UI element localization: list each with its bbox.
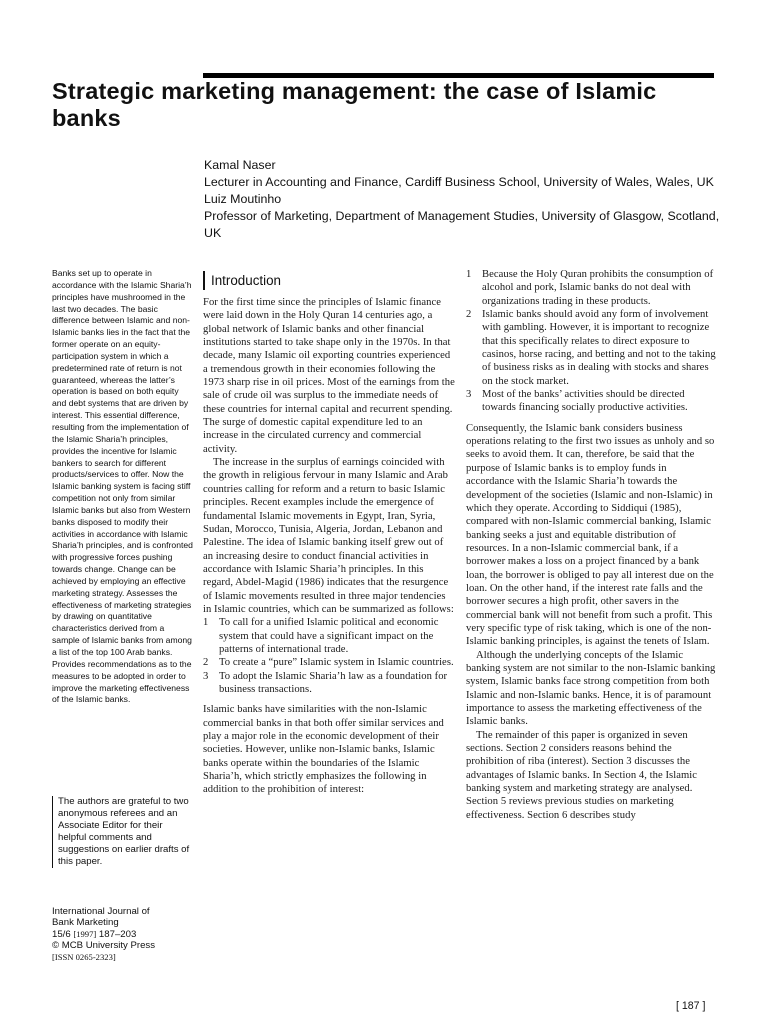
paragraph: Although the underlying concepts of the Islamic banking system are not similar to the non-Islamic banking system, Islamic banks face strong competition from both Islamic and non-Islamic banks. Hence, it is of paramount importance to assess the marketing effectiveness of the Islamic banks. <box>466 649 716 728</box>
list-item: 1 To call for a unified Islamic political and economic system that could have a significant impact on the patterns of international trade. <box>203 617 439 655</box>
author-affiliation: Professor of Marketing, Department of Management Studies, University of Glasgow, Scotland, UK <box>204 209 720 240</box>
author-name: Luiz Moutinho <box>204 192 282 206</box>
list-item: 3 Most of the banks’ activities should be directed towards financing socially productive activities. <box>466 389 688 414</box>
list-item: 1 Because the Holy Quran prohibits the consumption of alcohol and pork, Islamic banks do not deal with organizations trading in these products. <box>466 269 714 307</box>
journal-pages: 187–203 <box>96 928 137 940</box>
journal-issn: [ISSN 0265-2323] <box>52 951 116 962</box>
paragraph: Consequently, the Islamic bank considers business operations relating to the first two issues as unholy and so seeks to avoid them. It can, therefore, be said that the purpose of Islamic banks is to employ funds in accordance with the Islamic Sharia’h towards the development of the societies (Islamic and non-Islamic) in which they operate. According to Siddiqui (1985), compared with non-Islamic commercial banking, Islamic banking seeks a just and equitable distribution of resources. In a non-Islamic commercial bank, if a borrower makes a loss on a project financed by a bank loan, the borrower is obliged to pay all interest due on the loan. On the other hand, if the interest rate falls and the borrower secures a high profit, other savers in the commercial bank will not benefit from such a profit. This very specific type of risk taking, which is one of the non-Islamic banking principles, is against the tenets of Islam. <box>466 422 715 648</box>
page-number: [ 187 ] <box>676 1000 706 1012</box>
author-block <box>204 157 724 242</box>
journal-issue <box>52 929 202 940</box>
abstract-text: Banks set up to operate in accordance with the Islamic Sharia’h principles have mushroomed in the last two decades. The basic difference between Islamic and non-Islamic banks lies in the fact that the former operate on an equity-participation system in which a predetermined rate of return is not guaranteed, whereas the latter’s operation is based on both equity and debt systems that are driven by interest. This essential difference, resulting from the implementation of the Islamic Sharia’h principles, provides the incentive for Islamic bankers to search for different products/services to offer. Now the Islamic banking system is facing stiff competition not only from similar Islamic banks but also from Western banks disposed to modify their activities in accordance with Islamic Sharia’h principles, and is confronted with progressive forces pushing towards change. Change can be achieved by employing an effective marketing strategy. Assesses the effectiveness of marketing strategies by drawing on quantitative characteristics derived from a sample of Islamic banks from among a list of the top 100 Arab banks. Provides recommendations as to the measures to be adopted in order to improve the marketing effectiveness of the Islamic banks. <box>52 268 193 705</box>
acknowledgement-note <box>52 796 193 868</box>
journal-title-line: Bank Marketing <box>52 917 119 929</box>
list-item: 3 To adopt the Islamic Sharia’h law as a foundation for business transactions. <box>203 670 448 695</box>
author-name: Kamal Naser <box>204 158 276 172</box>
author-affiliation: Lecturer in Accounting and Finance, Cardiff Business School, University of Wales, Wales, UK <box>204 175 714 189</box>
journal-citation <box>52 906 202 963</box>
paper-title: Strategic marketing management: the case of Islamic banks <box>52 78 657 131</box>
paragraph: Islamic banks have similarities with the non-Islamic commercial banks in that both offer similar services and play a major role in the economic development of their societies. However, unlike non-Islamic banks, Islamic banks operate within the boundaries of the Islamic Sharia’h, which strictly emphasizes the following in addition to the prohibition of interest: <box>203 704 444 796</box>
journal-year: [1997] <box>73 928 97 939</box>
list-item: 2 To create a “pure” Islamic system in Islamic countries. <box>203 657 454 669</box>
abstract-sidebar <box>52 268 193 706</box>
section-heading-introduction: Introduction <box>203 271 403 290</box>
journal-volume: 15/6 <box>52 928 74 940</box>
body-column-right <box>466 268 716 822</box>
body-column-left <box>203 296 455 797</box>
acknowledgement-text: The authors are grateful to two anonymous referees and an Associate Editor for their helpful comments and suggestions on earlier drafts of this paper. <box>58 796 190 867</box>
paragraph: The increase in the surplus of earnings coincided with the growth in religious fervour in many Islamic and Arab countries calling for reform and a return to basic Islamic principles. Recent examples include the emergence of fundamental Islamic movements in Egypt, Iran, Syria, Sudan, Morocco, Tunisia, Algeria, Jordan, Lebanon and Palestine. The idea of Islamic banking itself grew out of an increasing desire to conduct financial activities in accordance with Islamic Sharia’h principles. In this regard, Abdel-Magid (1986) indicates that the resurgence of Islamic movements resulted in three major tendencies in Islamic countries, which can be summarized as follows: <box>203 457 454 615</box>
list-item: 2 Islamic banks should avoid any form of involvement with gambling. However, it is important to recognize that this specifically relates to direct exposure to casinos, horse racing, and betting and not to the taking of business risks as in dealing with stocks and shares on the stock market. <box>466 309 716 387</box>
journal-title-line: International Journal of <box>52 906 150 917</box>
journal-publisher: © MCB University Press <box>52 940 156 952</box>
paragraph: The remainder of this paper is organized in seven sections. Section 2 considers reasons behind the prohibition of riba (interest). Section 3 discusses the advantages of Islamic banks. In Section 4, the Islamic banking system and marketing strategy are analysed. Section 5 reviews previous studies on marketing effectiveness. Section 6 describes study <box>466 729 697 821</box>
paragraph: For the first time since the principles of Islamic finance were laid down in the Holy Quran 14 centuries ago, a global network of Islamic banks and other financial institutions started to take shape only in the 1970s. In that decade, many Islamic oil exporting countries experienced a tremendous growth in their economies following the 1973 sharp rise in oil prices. Most of the earnings from the sale of crude oil was surplus to the immediate needs of these countries for internal capital and recurrent spending. The surge of domestic capital expenditure led to an increase in the circulated currency and commercial activity. <box>203 297 455 455</box>
